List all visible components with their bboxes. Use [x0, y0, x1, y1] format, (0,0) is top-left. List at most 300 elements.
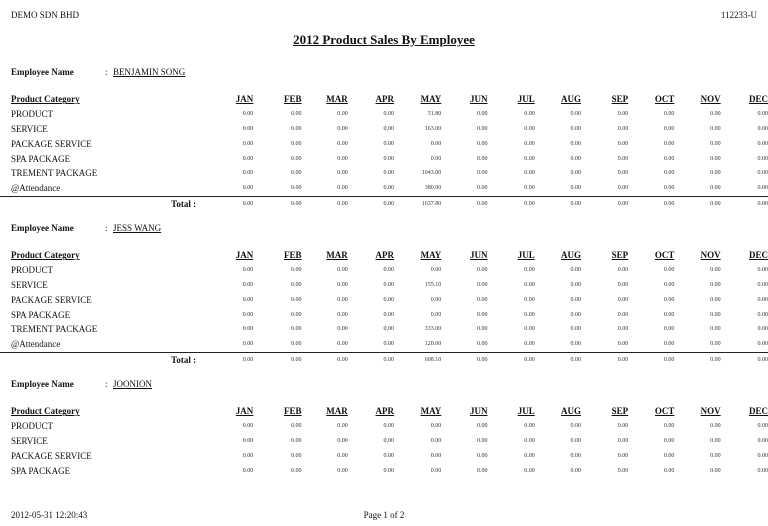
value-cell: 0.00 [663, 311, 675, 318]
table-row [0, 122, 768, 137]
value-cell: 0.00 [291, 185, 302, 192]
value-cell: 0.00 [570, 452, 581, 459]
value-cell: 0.00 [663, 170, 675, 177]
value-cell: 0.00 [710, 467, 721, 474]
category-cell: SERVICE [11, 279, 48, 290]
value-cell: 0.00 [242, 467, 254, 474]
category-cell: @Attendance [11, 183, 61, 194]
value-cell: 0.00 [476, 296, 488, 303]
employee-name: JESS WANG [113, 223, 162, 233]
value-cell: 333.00 [424, 326, 442, 333]
total-value-cell: 0.00 [721, 352, 768, 367]
total-value-cell: 0.00 [487, 352, 534, 367]
value-cell: 0.00 [383, 140, 395, 147]
value-cell: 0.00 [617, 267, 629, 274]
month-header: AUG [560, 406, 581, 417]
total-value-cell: 0.00 [628, 196, 674, 211]
value-cell: 0.00 [242, 281, 254, 288]
value-cell: 0.00 [337, 185, 348, 192]
value-cell: 0.00 [383, 185, 395, 192]
value-cell: 1043.00 [421, 170, 442, 177]
month-header: AUG [560, 250, 581, 261]
value-cell: 0.00 [476, 437, 488, 444]
value-cell: 0.00 [383, 452, 395, 459]
value-cell: 0.00 [337, 125, 348, 132]
value-cell: 0.00 [570, 281, 581, 288]
total-value-cell: 0.00 [535, 352, 581, 367]
month-header: SEP [611, 406, 629, 417]
month-header: MAY [420, 406, 442, 417]
value-cell: 0.00 [337, 111, 348, 118]
value-cell: 0.00 [242, 437, 254, 444]
value-cell: 0.00 [710, 155, 721, 162]
total-label: Total : [0, 352, 206, 367]
value-cell: 0.00 [476, 452, 488, 459]
total-value-cell: 0.00 [674, 196, 720, 211]
value-cell: 0.00 [383, 296, 395, 303]
value-cell: 0.00 [242, 326, 254, 333]
value-cell: 0.00 [291, 155, 302, 162]
value-cell: 0.00 [617, 296, 629, 303]
value-cell: 0.00 [476, 140, 488, 147]
value-cell: 0.00 [337, 423, 348, 430]
value-cell: 0.00 [524, 267, 535, 274]
value-cell: 0.00 [430, 140, 442, 147]
value-cell: 0.00 [757, 125, 768, 132]
value-cell: 0.00 [291, 341, 302, 348]
table-row [0, 419, 768, 434]
month-header: MAR [326, 250, 348, 261]
value-cell: 0.00 [757, 111, 768, 118]
value-cell: 0.00 [430, 452, 442, 459]
table-row [0, 278, 768, 293]
value-cell: 0.00 [476, 423, 488, 430]
value-cell: 155.10 [424, 281, 442, 288]
category-cell: TREMENT PACKAGE [11, 324, 98, 335]
month-header: FEB [284, 94, 302, 105]
value-cell: 0.00 [663, 341, 675, 348]
value-cell: 0.00 [242, 311, 254, 318]
value-cell: 0.00 [524, 125, 535, 132]
category-cell: TREMENT PACKAGE [11, 168, 98, 179]
value-cell: 0.00 [242, 185, 254, 192]
value-cell: 0.00 [570, 155, 581, 162]
value-cell: 0.00 [242, 140, 254, 147]
value-cell: 0.00 [383, 311, 395, 318]
month-header: JUL [517, 406, 535, 417]
value-cell: 0.00 [757, 311, 768, 318]
employee-name: BENJAMIN SONG [113, 67, 186, 77]
value-cell: 0.00 [242, 267, 254, 274]
value-cell: 0.00 [663, 281, 675, 288]
value-cell: 0.00 [524, 185, 535, 192]
month-header: NOV [700, 406, 721, 417]
total-value-cell: 0.00 [487, 196, 534, 211]
value-cell: 0.00 [617, 170, 629, 177]
employee-name-label: Employee Name [11, 223, 74, 233]
value-cell: 0.00 [291, 311, 302, 318]
total-value-cell: 0.00 [535, 196, 581, 211]
value-cell: 0.00 [757, 423, 768, 430]
category-cell: PRODUCT [11, 421, 54, 432]
value-cell: 0.00 [663, 452, 675, 459]
value-cell: 0.00 [430, 267, 442, 274]
category-cell: PRODUCT [11, 109, 54, 120]
value-cell: 0.00 [757, 140, 768, 147]
table-row [0, 107, 768, 122]
value-cell: 0.00 [757, 281, 768, 288]
sales-table [0, 92, 768, 211]
value-cell: 0.00 [476, 281, 488, 288]
value-cell: 0.00 [337, 467, 348, 474]
product-category-header: Product Category [11, 406, 80, 417]
category-cell: SPA PACKAGE [11, 465, 71, 476]
value-cell: 0.00 [663, 155, 675, 162]
value-cell: 0.00 [757, 437, 768, 444]
month-header: JAN [235, 406, 254, 417]
value-cell: 0.00 [663, 437, 675, 444]
value-cell: 0.00 [710, 311, 721, 318]
value-cell: 0.00 [663, 326, 675, 333]
value-cell: 0.00 [524, 170, 535, 177]
company-name: DEMO SDN BHD [11, 10, 80, 20]
value-cell: 0.00 [570, 423, 581, 430]
value-cell: 0.00 [570, 111, 581, 118]
value-cell: 0.00 [570, 267, 581, 274]
value-cell: 0.00 [663, 125, 675, 132]
employee-name-colon: : [105, 67, 108, 77]
page-indicator: Page 1 of 2 [363, 510, 405, 520]
value-cell: 0.00 [757, 467, 768, 474]
registration-number: 112233-U [720, 10, 757, 20]
category-cell: SPA PACKAGE [11, 309, 71, 320]
category-cell: PACKAGE SERVICE [11, 138, 92, 149]
value-cell: 0.00 [617, 111, 629, 118]
value-cell: 0.00 [476, 326, 488, 333]
value-cell: 0.00 [663, 111, 675, 118]
value-cell: 0.00 [291, 423, 302, 430]
value-cell: 0.00 [524, 437, 535, 444]
value-cell: 0.00 [291, 125, 302, 132]
month-header: APR [375, 250, 395, 261]
value-cell: 120.00 [424, 341, 442, 348]
month-header: JUL [517, 250, 535, 261]
table-row [0, 322, 768, 337]
value-cell: 0.00 [383, 341, 395, 348]
value-cell: 0.00 [476, 267, 488, 274]
value-cell: 0.00 [383, 267, 395, 274]
value-cell: 0.00 [291, 170, 302, 177]
table-row [0, 307, 768, 322]
value-cell: 0.00 [291, 140, 302, 147]
month-header: DEC [748, 250, 768, 261]
value-cell: 0.00 [617, 185, 629, 192]
value-cell: 0.00 [291, 281, 302, 288]
product-category-header: Product Category [11, 250, 80, 261]
month-header: FEB [284, 406, 302, 417]
value-cell: 0.00 [757, 185, 768, 192]
value-cell: 0.00 [242, 125, 254, 132]
value-cell: 0.00 [291, 467, 302, 474]
value-cell: 0.00 [383, 170, 395, 177]
value-cell: 0.00 [570, 170, 581, 177]
category-cell: SPA PACKAGE [11, 153, 71, 164]
month-header: MAY [420, 94, 442, 105]
table-row [0, 337, 768, 352]
total-value-cell: 0.00 [441, 196, 487, 211]
value-cell: 0.00 [383, 423, 395, 430]
month-header: NOV [700, 94, 721, 105]
sales-table [0, 248, 768, 367]
value-cell: 0.00 [570, 185, 581, 192]
value-cell: 0.00 [337, 155, 348, 162]
value-cell: 0.00 [476, 185, 488, 192]
value-cell: 0.00 [242, 452, 254, 459]
value-cell: 0.00 [570, 341, 581, 348]
total-label: Total : [0, 196, 206, 211]
value-cell: 0.00 [337, 326, 348, 333]
total-value-cell: 608.10 [394, 352, 441, 367]
category-cell: PACKAGE SERVICE [11, 294, 92, 305]
value-cell: 0.00 [524, 111, 535, 118]
employee-name-label: Employee Name [11, 67, 74, 77]
employee-name-label: Employee Name [11, 379, 74, 389]
value-cell: 0.00 [337, 267, 348, 274]
value-cell: 0.00 [430, 467, 442, 474]
month-header: MAR [326, 406, 348, 417]
value-cell: 0.00 [291, 267, 302, 274]
value-cell: 0.00 [617, 452, 629, 459]
month-header: SEP [611, 250, 629, 261]
value-cell: 0.00 [337, 281, 348, 288]
category-cell: PACKAGE SERVICE [11, 450, 92, 461]
value-cell: 0.00 [430, 155, 442, 162]
value-cell: 0.00 [383, 437, 395, 444]
total-value-cell: 0.00 [581, 352, 628, 367]
category-cell: SERVICE [11, 123, 48, 134]
value-cell: 0.00 [617, 326, 629, 333]
month-header: SEP [611, 94, 629, 105]
value-cell: 0.00 [617, 140, 629, 147]
value-cell: 0.00 [524, 423, 535, 430]
value-cell: 0.00 [570, 140, 581, 147]
value-cell: 0.00 [337, 311, 348, 318]
total-value-cell: 0.00 [302, 196, 348, 211]
value-cell: 0.00 [524, 341, 535, 348]
month-header: DEC [748, 406, 768, 417]
month-header: JUN [469, 250, 488, 261]
value-cell: 0.00 [757, 452, 768, 459]
value-cell: 0.00 [617, 125, 629, 132]
value-cell: 0.00 [710, 437, 721, 444]
value-cell: 0.00 [663, 296, 675, 303]
month-header: AUG [560, 94, 581, 105]
value-cell: 0.00 [710, 423, 721, 430]
value-cell: 380.00 [424, 185, 442, 192]
total-value-cell: 0.00 [253, 196, 301, 211]
value-cell: 0.00 [757, 155, 768, 162]
value-cell: 0.00 [570, 296, 581, 303]
value-cell: 0.00 [476, 155, 488, 162]
value-cell: 0.00 [710, 281, 721, 288]
category-cell: PRODUCT [11, 265, 54, 276]
value-cell: 0.00 [570, 125, 581, 132]
value-cell: 0.00 [710, 326, 721, 333]
table-row [0, 463, 768, 478]
value-cell: 0.00 [524, 452, 535, 459]
value-cell: 0.00 [383, 326, 395, 333]
value-cell: 0.00 [663, 185, 675, 192]
value-cell: 0.00 [757, 170, 768, 177]
value-cell: 0.00 [757, 326, 768, 333]
value-cell: 0.00 [524, 311, 535, 318]
value-cell: 0.00 [617, 437, 629, 444]
value-cell: 0.00 [476, 311, 488, 318]
month-header: JAN [235, 94, 254, 105]
value-cell: 0.00 [476, 111, 488, 118]
value-cell: 0.00 [337, 452, 348, 459]
value-cell: 0.00 [242, 423, 254, 430]
value-cell: 0.00 [710, 452, 721, 459]
table-row [0, 151, 768, 166]
value-cell: 0.00 [757, 296, 768, 303]
value-cell: 0.00 [570, 326, 581, 333]
value-cell: 0.00 [617, 341, 629, 348]
value-cell: 0.00 [617, 311, 629, 318]
value-cell: 0.00 [242, 170, 254, 177]
total-value-cell: 0.00 [302, 352, 348, 367]
value-cell: 0.00 [476, 341, 488, 348]
value-cell: 0.00 [337, 140, 348, 147]
value-cell: 0.00 [524, 155, 535, 162]
sales-table [0, 404, 768, 478]
total-value-cell: 0.00 [721, 196, 768, 211]
value-cell: 0.00 [710, 140, 721, 147]
month-header: OCT [654, 406, 675, 417]
total-row [0, 352, 768, 367]
total-value-cell: 0.00 [628, 352, 674, 367]
month-header: JUN [469, 94, 488, 105]
table-row [0, 263, 768, 278]
value-cell: 0.00 [617, 467, 629, 474]
value-cell: 0.00 [710, 185, 721, 192]
value-cell: 0.00 [337, 437, 348, 444]
value-cell: 0.00 [430, 437, 442, 444]
total-value-cell: 0.00 [441, 352, 487, 367]
value-cell: 0.00 [524, 296, 535, 303]
table-header-row [0, 248, 768, 263]
table-row [0, 292, 768, 307]
value-cell: 0.00 [291, 296, 302, 303]
employee-name: JOONION [113, 379, 152, 389]
value-cell: 0.00 [430, 296, 442, 303]
value-cell: 0.00 [757, 267, 768, 274]
value-cell: 0.00 [430, 311, 442, 318]
category-cell: SERVICE [11, 435, 48, 446]
value-cell: 0.00 [524, 326, 535, 333]
month-header: APR [375, 94, 395, 105]
value-cell: 0.00 [663, 267, 675, 274]
value-cell: 0.00 [663, 423, 675, 430]
value-cell: 0.00 [242, 155, 254, 162]
total-value-cell: 0.00 [581, 196, 628, 211]
month-header: OCT [654, 94, 675, 105]
month-header: MAR [326, 94, 348, 105]
value-cell: 0.00 [757, 341, 768, 348]
total-value-cell: 0.00 [674, 352, 720, 367]
employee-name-colon: : [105, 379, 108, 389]
value-cell: 0.00 [476, 170, 488, 177]
value-cell: 0.00 [383, 125, 395, 132]
value-cell: 0.00 [337, 341, 348, 348]
value-cell: 0.00 [570, 311, 581, 318]
value-cell: 0.00 [710, 341, 721, 348]
total-value-cell: 0.00 [348, 196, 394, 211]
value-cell: 0.00 [242, 296, 254, 303]
month-header: APR [375, 406, 395, 417]
value-cell: 0.00 [710, 267, 721, 274]
value-cell: 0.00 [570, 437, 581, 444]
value-cell: 0.00 [383, 111, 395, 118]
value-cell: 0.00 [337, 296, 348, 303]
value-cell: 0.00 [663, 467, 675, 474]
value-cell: 0.00 [383, 281, 395, 288]
employee-name-colon: : [105, 223, 108, 233]
category-cell: @Attendance [11, 339, 61, 350]
table-row [0, 136, 768, 151]
month-header: JUN [469, 406, 488, 417]
table-header-row [0, 92, 768, 107]
total-value-cell: 0.00 [206, 352, 253, 367]
value-cell: 51.80 [427, 111, 442, 118]
value-cell: 0.00 [291, 452, 302, 459]
value-cell: 0.00 [710, 111, 721, 118]
value-cell: 0.00 [617, 423, 629, 430]
value-cell: 0.00 [710, 125, 721, 132]
product-category-header: Product Category [11, 94, 80, 105]
report-title: 2012 Product Sales By Employee [293, 32, 475, 47]
value-cell: 0.00 [383, 155, 395, 162]
total-value-cell: 0.00 [348, 352, 394, 367]
value-cell: 0.00 [242, 341, 254, 348]
value-cell: 0.00 [710, 170, 721, 177]
month-header: JUL [517, 94, 535, 105]
month-header: FEB [284, 250, 302, 261]
value-cell: 0.00 [291, 326, 302, 333]
month-header: JAN [235, 250, 254, 261]
value-cell: 0.00 [430, 423, 442, 430]
value-cell: 0.00 [524, 281, 535, 288]
table-row [0, 448, 768, 463]
value-cell: 0.00 [291, 111, 302, 118]
value-cell: 0.00 [524, 140, 535, 147]
total-row [0, 196, 768, 211]
value-cell: 0.00 [570, 467, 581, 474]
value-cell: 0.00 [663, 140, 675, 147]
print-timestamp: 2012-05-31 12:20:43 [11, 510, 88, 520]
total-value-cell: 1637.80 [394, 196, 441, 211]
value-cell: 0.00 [383, 467, 395, 474]
table-header-row [0, 404, 768, 419]
table-row [0, 166, 768, 181]
value-cell: 0.00 [524, 467, 535, 474]
value-cell: 0.00 [617, 155, 629, 162]
month-header: DEC [748, 94, 768, 105]
table-row [0, 181, 768, 196]
value-cell: 0.00 [476, 125, 488, 132]
value-cell: 163.00 [424, 125, 442, 132]
total-value-cell: 0.00 [206, 196, 253, 211]
